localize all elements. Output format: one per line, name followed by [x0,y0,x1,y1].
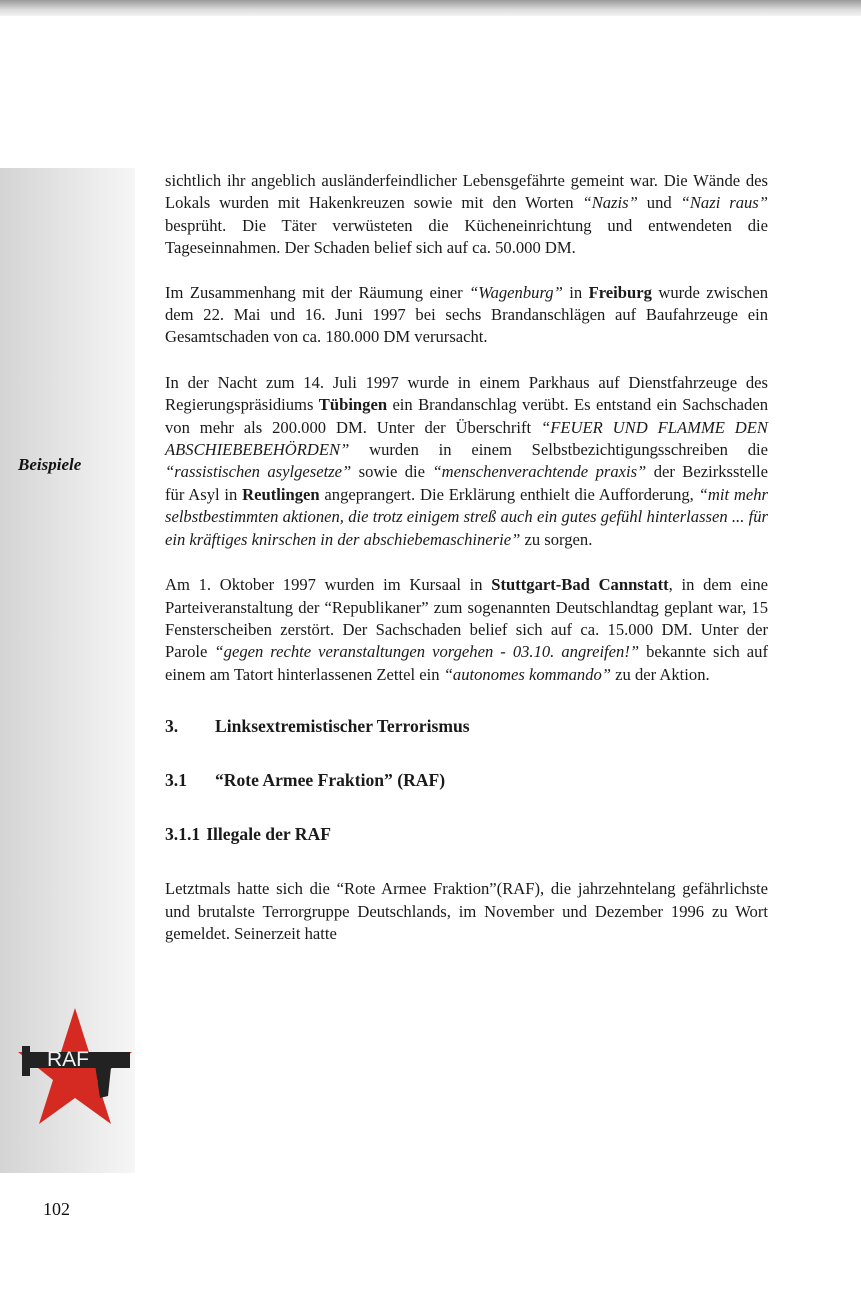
paragraph-3: In der Nacht zum 14. Juli 1997 wurde in einem Parkhaus auf Dienstfahrzeuge des Regierungspräsidiums Tübingen ein Brandanschlag verübt. Es entstand ein Sachschaden von mehr als 200.000 DM. Unter der Überschrift “FEUER UND FLAMME DEN ABSCHIEBEBEHÖRDEN” wurden in einem Selbstbezichtigungsschreiben die “rassistischen asylgesetze” sowie die “menschenverachtende praxis” der Bezirksstelle für Asyl in Reutlingen angeprangert. Die Erklärung enthielt die Aufforderung, “mit mehr selbstbestimmten aktionen, die trotz einigem streß auch ein gutes gefühl hinterlassen ... für ein kräftiges knirschen in der abschiebemaschinerie” zu sorgen. [165,372,768,549]
heading-3-1-1: 3.1.1 Illegale der RAF [165,824,331,845]
page-top-edge [0,0,861,16]
paragraph-4: Am 1. Oktober 1997 wurden im Kursaal in Stuttgart-Bad Cannstatt, in dem eine Parteiveranstaltung der “Republikaner” zum sogenannten Deutschlandtag geplant war, 15 Fensterscheiben zerstört. Der Sachschaden belief sich auf ca. 15.000 DM. Unter der Parole “gegen rechte veranstaltungen vorgehen - 03.10. angreifen!” bekannte sich auf einem am Tatort hinterlassenen Zettel ein “autonomes kommando” zu der Aktion. [165,575,768,684]
paragraph-2: Im Zusammenhang mit der Räumung einer “Wagenburg” in Freiburg wurde zwischen dem 22. Mai und 16. Juni 1997 bei sechs Brandanschlägen auf Baufahrzeuge ein Gesamtschaden von ca. 180.000 DM verursacht. [165,282,768,347]
main-text [165,170,768,945]
raf-star-logo-icon [16,1006,134,1132]
paragraph-1: sichtlich ihr angeblich ausländerfeindlicher Lebensgefährte gemeint war. Die Wände des Lokals wurden mit Hakenkreuzen sowie mit den Worten “Nazis” und “Nazi raus” besprüht. Die Täter verwüsteten die Kücheneinrichtung und entwendeten die Tageseinnahmen. Der Schaden belief sich auf ca. 50.000 DM. [165,171,768,258]
margin-label-beispiele: Beispiele [18,455,82,474]
page-number: 102 [43,1199,70,1219]
heading-3-1: 3.1 “Rote Armee Fraktion” (RAF) [165,770,446,791]
paragraph-5: Letztmals hatte sich die “Rote Armee Fraktion”(RAF), die jahrzehntelang gefährlichste und brutalste Terrorgruppe Deutschlands, im November und Dezember 1996 zu Wort gemeldet. Seinerzeit hatte [165,879,768,943]
raf-logo-text: RAF [47,1048,89,1071]
heading-3: 3. Linksextremistischer Terrorismus [165,716,470,737]
